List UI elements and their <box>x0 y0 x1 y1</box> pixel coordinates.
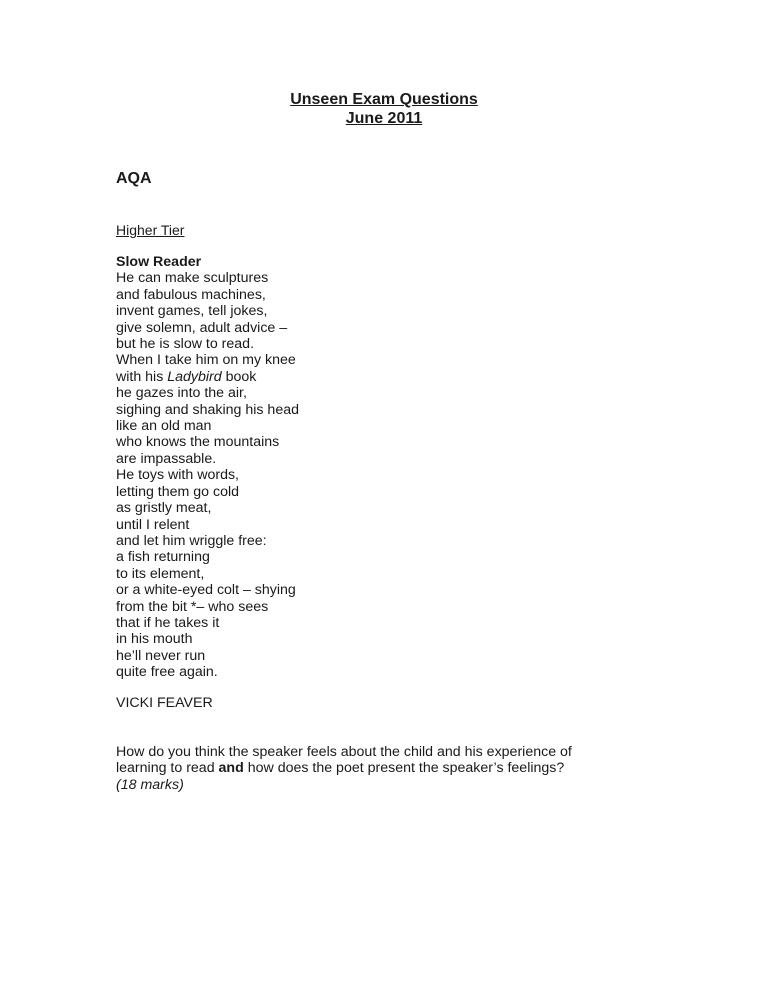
poem-line: he gazes into the air, <box>116 385 247 402</box>
question-text: how does the poet present the speaker’s feelings? <box>243 760 565 777</box>
poem-line: like an old man <box>116 418 212 435</box>
question-line: How do you think the speaker feels about the child and his experience of <box>116 744 572 760</box>
poem-line: he’ll never run <box>116 647 206 664</box>
poem-line: in his mouth <box>116 631 193 648</box>
poem-line: He can make sculptures <box>116 270 269 287</box>
exam-question <box>116 744 756 793</box>
book-title: Ladybird <box>167 368 222 385</box>
question-line <box>116 760 756 776</box>
poem-line: give solemn, adult advice – <box>116 319 288 336</box>
poem-line: who knows the mountains <box>116 434 280 451</box>
question-text: learning to read <box>116 760 219 777</box>
poem-line: When I take him on my knee <box>116 352 296 369</box>
tier-heading: Higher Tier <box>116 222 185 238</box>
poem-author: VICKI FEAVER <box>116 695 213 711</box>
marks-label: (18 marks) <box>116 776 184 793</box>
document-title: Unseen Exam Questions <box>290 91 478 108</box>
poem-line: a fish returning <box>116 549 210 566</box>
emphasis-and: and <box>218 760 244 777</box>
poem-line: He toys with words, <box>116 467 239 484</box>
poem-line: and fabulous machines, <box>116 286 266 303</box>
poem-text: with his <box>116 368 168 385</box>
poem-line: to its element, <box>116 565 205 582</box>
poem-line: until I relent <box>116 516 190 533</box>
poem-line: sighing and shaking his head <box>116 401 299 418</box>
poem-line: and let him wriggle free: <box>116 532 267 549</box>
poem-line: are impassable. <box>116 450 217 467</box>
poem-line: as gristly meat, <box>116 500 212 517</box>
exam-board-heading: AQA <box>116 170 152 187</box>
poem-title: Slow Reader <box>116 254 202 270</box>
poem-line: letting them go cold <box>116 483 240 500</box>
poem-line: invent games, tell jokes, <box>116 303 268 320</box>
poem-line: or a white-eyed colt – shying <box>116 582 296 599</box>
poem <box>116 254 299 681</box>
poem-text: book <box>221 368 257 385</box>
poem-line: quite free again. <box>116 664 218 681</box>
poem-line: from the bit *– who sees <box>116 598 269 615</box>
document-date: June 2011 <box>345 110 423 127</box>
poem-line: that if he takes it <box>116 614 220 631</box>
poem-line: but he is slow to read. <box>116 336 255 353</box>
poem-line <box>116 369 299 385</box>
